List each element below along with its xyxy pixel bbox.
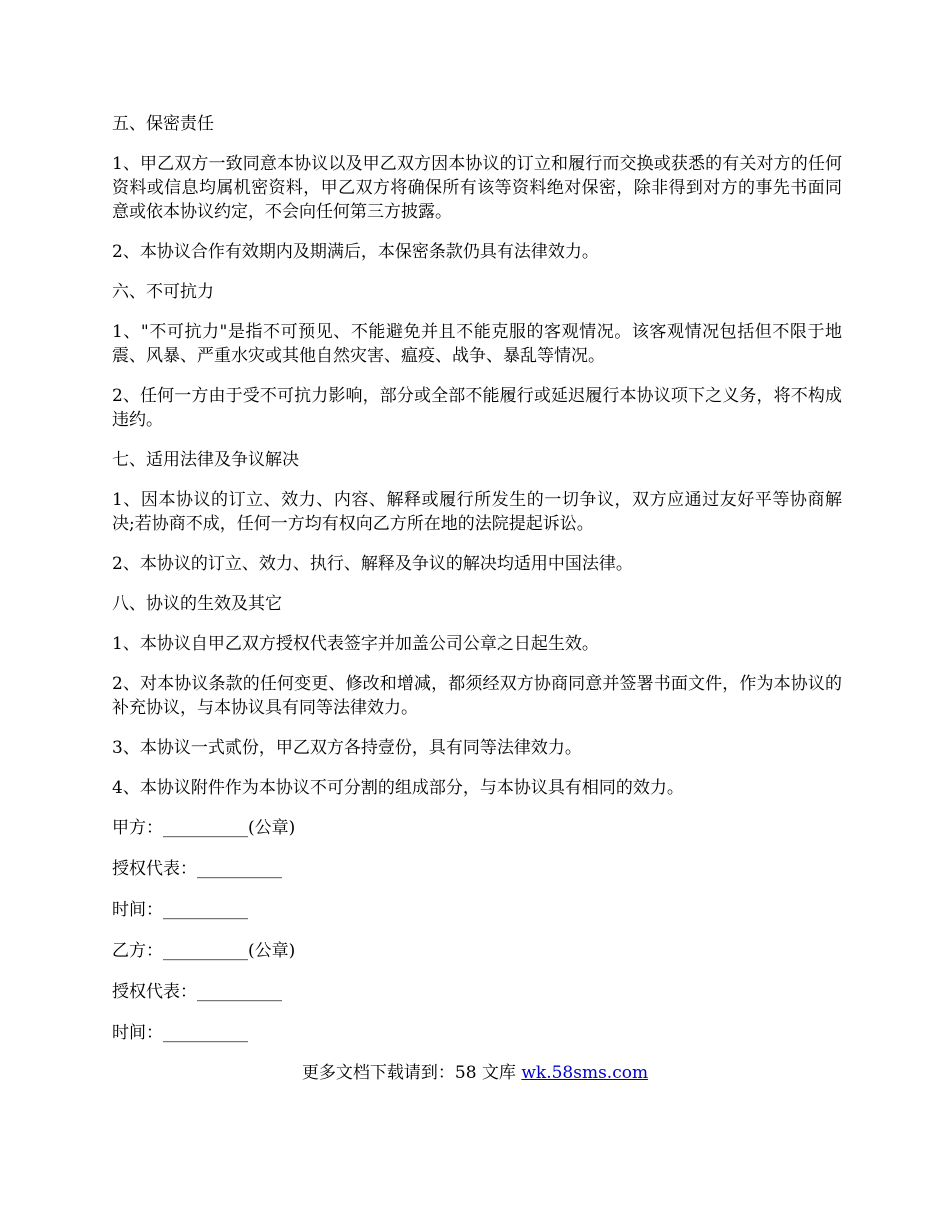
signature-party-b: 乙方：__________(公章) [112,941,296,961]
signature-date-a: 时间：__________ [112,900,248,920]
section-heading: 八、协议的生效及其它 [112,594,282,614]
paragraph: 1、"不可抗力"是指不可预见、不能避免并且不能克服的客观情况。该客观情况包括但不限于地震、风暴、严重水灾或其他自然灾害、瘟疫、战争、暴乱等情况。 [112,322,842,366]
document-body [112,112,842,1062]
section-heading: 五、保密责任 [112,114,214,134]
signature-party-a: 甲方：__________(公章) [112,818,296,838]
footer-link[interactable]: wk.58sms.com [521,1063,649,1083]
paragraph: 1、甲乙双方一致同意本协议以及甲乙双方因本协议的订立和履行而交换或获悉的有关对方的任何资料或信息均属机密资料，甲乙双方将确保所有该等资料绝对保密，除非得到对方的事先书面同意或依本协议约定，不会向任何第三方披露。 [112,154,842,222]
paragraph: 1、因本协议的订立、效力、内容、解释或履行所发生的一切争议，双方应通过友好平等协商解决;若协商不成，任何一方均有权向乙方所在地的法院提起诉讼。 [112,490,842,534]
paragraph: 2、任何一方由于受不可抗力影响，部分或全部不能履行或延迟履行本协议项下之义务，将不构成违约。 [112,386,842,430]
footer [0,1061,950,1085]
paragraph: 4、本协议附件作为本协议不可分割的组成部分，与本协议具有相同的效力。 [112,778,684,798]
signature-representative-b: 授权代表：__________ [112,982,282,1002]
signature-date-b: 时间：__________ [112,1023,248,1043]
paragraph: 2、对本协议条款的任何变更、修改和增减，都须经双方协商同意并签署书面文件，作为本协议的补充协议，与本协议具有同等法律效力。 [112,674,842,718]
footer-text: 更多文档下载请到：58 文库 [301,1063,522,1083]
paragraph: 2、本协议合作有效期内及期满后，本保密条款仍具有法律效力。 [112,242,599,262]
section-heading: 六、不可抗力 [112,282,214,302]
paragraph: 3、本协议一式贰份，甲乙双方各持壹份，具有同等法律效力。 [112,738,582,758]
paragraph: 2、本协议的订立、效力、执行、解释及争议的解决均适用中国法律。 [112,554,633,574]
signature-representative-a: 授权代表：__________ [112,859,282,879]
section-heading: 七、适用法律及争议解决 [112,450,299,470]
paragraph: 1、本协议自甲乙双方授权代表签字并加盖公司公章之日起生效。 [112,634,599,654]
